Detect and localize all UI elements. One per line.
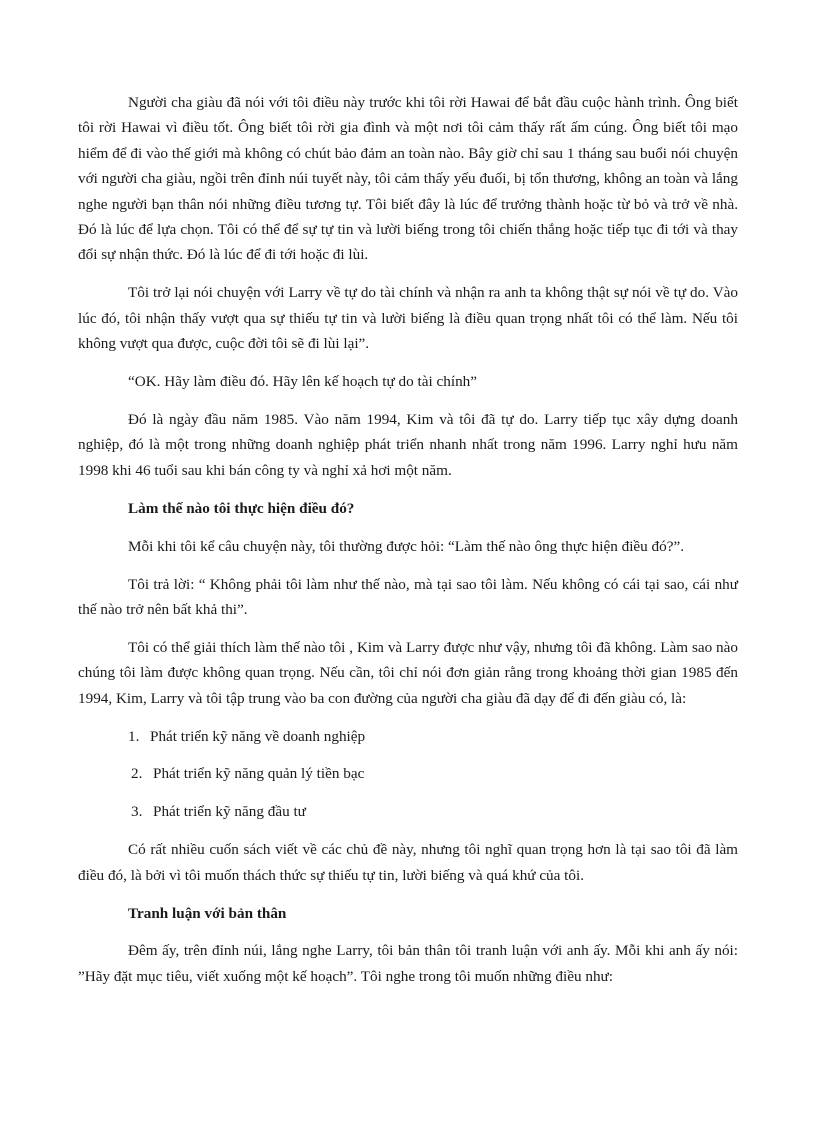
paragraph-answer: Tôi trả lời: “ Không phải tôi làm như thế nào, mà tại sao tôi làm. Nếu không có cái tại sao, cái như thế nào trở nên bất khả thi”. xyxy=(78,575,738,618)
list-item xyxy=(78,761,738,786)
paragraph-explain: Tôi có thể giải thích làm thế nào tôi , Kim và Larry được như vậy, nhưng tôi đã không. Làm sao nào chúng tôi làm được không quan trọng. Nếu cần, tôi chỉ nói đơn giản rằng trong khoảng thời gian 1985 đến 1994, Kim, Larry và tôi tập trung vào ba con đường của người cha giàu đã dạy để đi đến giàu có, là: xyxy=(78,638,738,707)
list-number: 1. xyxy=(128,727,140,745)
section-heading-how: Làm thế nào tôi thực hiện điều đó? xyxy=(128,499,355,517)
list-item xyxy=(78,724,738,749)
list-text: Phát triển kỹ năng đầu tư xyxy=(153,803,306,821)
paragraph-night: Đêm ấy, trên đỉnh núi, lắng nghe Larry, tôi bản thân tôi tranh luận với anh ấy. Mỗi khi anh ấy nói: ”Hãy đặt mục tiêu, viết xuống một kế hoạch”. Tôi nghe trong tôi muốn những điều như: xyxy=(78,942,738,985)
paragraph-question: Mỗi khi tôi kể câu chuyện này, tôi thường được hỏi: “Làm thế nào ông thực hiện điều đó?”. xyxy=(128,537,685,555)
paragraph-challenge: Có rất nhiều cuốn sách viết về các chủ đề này, nhưng tôi nghĩ quan trọng hơn là tại sao tôi đã làm điều đó, là bởi vì tôi muốn thách thức sự thiếu tự tin, lười biếng và quá khứ của tôi. xyxy=(78,841,738,884)
list-item xyxy=(78,799,738,824)
section-heading-argue: Tranh luận với bản thân xyxy=(128,904,287,922)
paragraph-larry-freedom: Tôi trở lại nói chuyện với Larry về tự do tài chính và nhận ra anh ta không thật sự nói về tự do. Vào lúc đó, tôi nhận thấy vượt qua sự thiếu tự tin và lười biếng là điều quan trọng nhất tôi có thể làm. Nếu tôi không vượt qua được, cuộc đời tôi sẽ đi lùi lại”. xyxy=(78,284,738,353)
list-number: 3. xyxy=(131,803,143,821)
document-page xyxy=(78,90,738,989)
paragraph-quote-ok: “OK. Hãy làm điều đó. Hãy lên kế hoạch tự do tài chính” xyxy=(128,373,478,391)
list-text: Phát triển kỹ năng quản lý tiền bạc xyxy=(153,765,365,783)
paragraph-hawaii: Người cha giàu đã nói với tôi điều này trước khi tôi rời Hawai để bắt đầu cuộc hành trình. Ông biết tôi rời Hawai vì điều tốt. Ông biết tôi rời gia đình và một nơi tôi cảm thấy rất ấm cúng. Ông biết tôi mạo hiểm để đi vào thế giới mà không có chút bảo đảm an toàn nào. Bây giờ chỉ sau 1 tháng sau buổi nói chuyện với người cha giàu, ngồi trên đỉnh núi tuyết này, tôi cảm thấy yếu đuối, bị tổn thương, không an toàn và lắng nghe người bạn thân nói những điều tương tự. Tôi biết đây là lúc để trưởng thành hoặc từ bỏ và trở về nhà. Đó là lúc để lựa chọn. Tôi có thể để sự tự tin và lười biếng trong tôi chiến thắng hoặc tiếp tục đi tới và thay đổi sự nhận thức. Đó là lúc để đi tới hoặc đi lùi. xyxy=(78,94,738,264)
paragraph-1985: Đó là ngày đầu năm 1985. Vào năm 1994, Kim và tôi đã tự do. Larry tiếp tục xây dựng doanh nghiệp, đó là một trong những doanh nghiệp phát triển nhanh nhất trong năm 1996. Larry nghỉ hưu năm 1998 khi 46 tuổi sau khi bán công ty và nghỉ xả hơi một năm. xyxy=(78,410,738,479)
list-text: Phát triển kỹ năng về doanh nghiệp xyxy=(150,727,366,745)
list-number: 2. xyxy=(131,765,143,783)
